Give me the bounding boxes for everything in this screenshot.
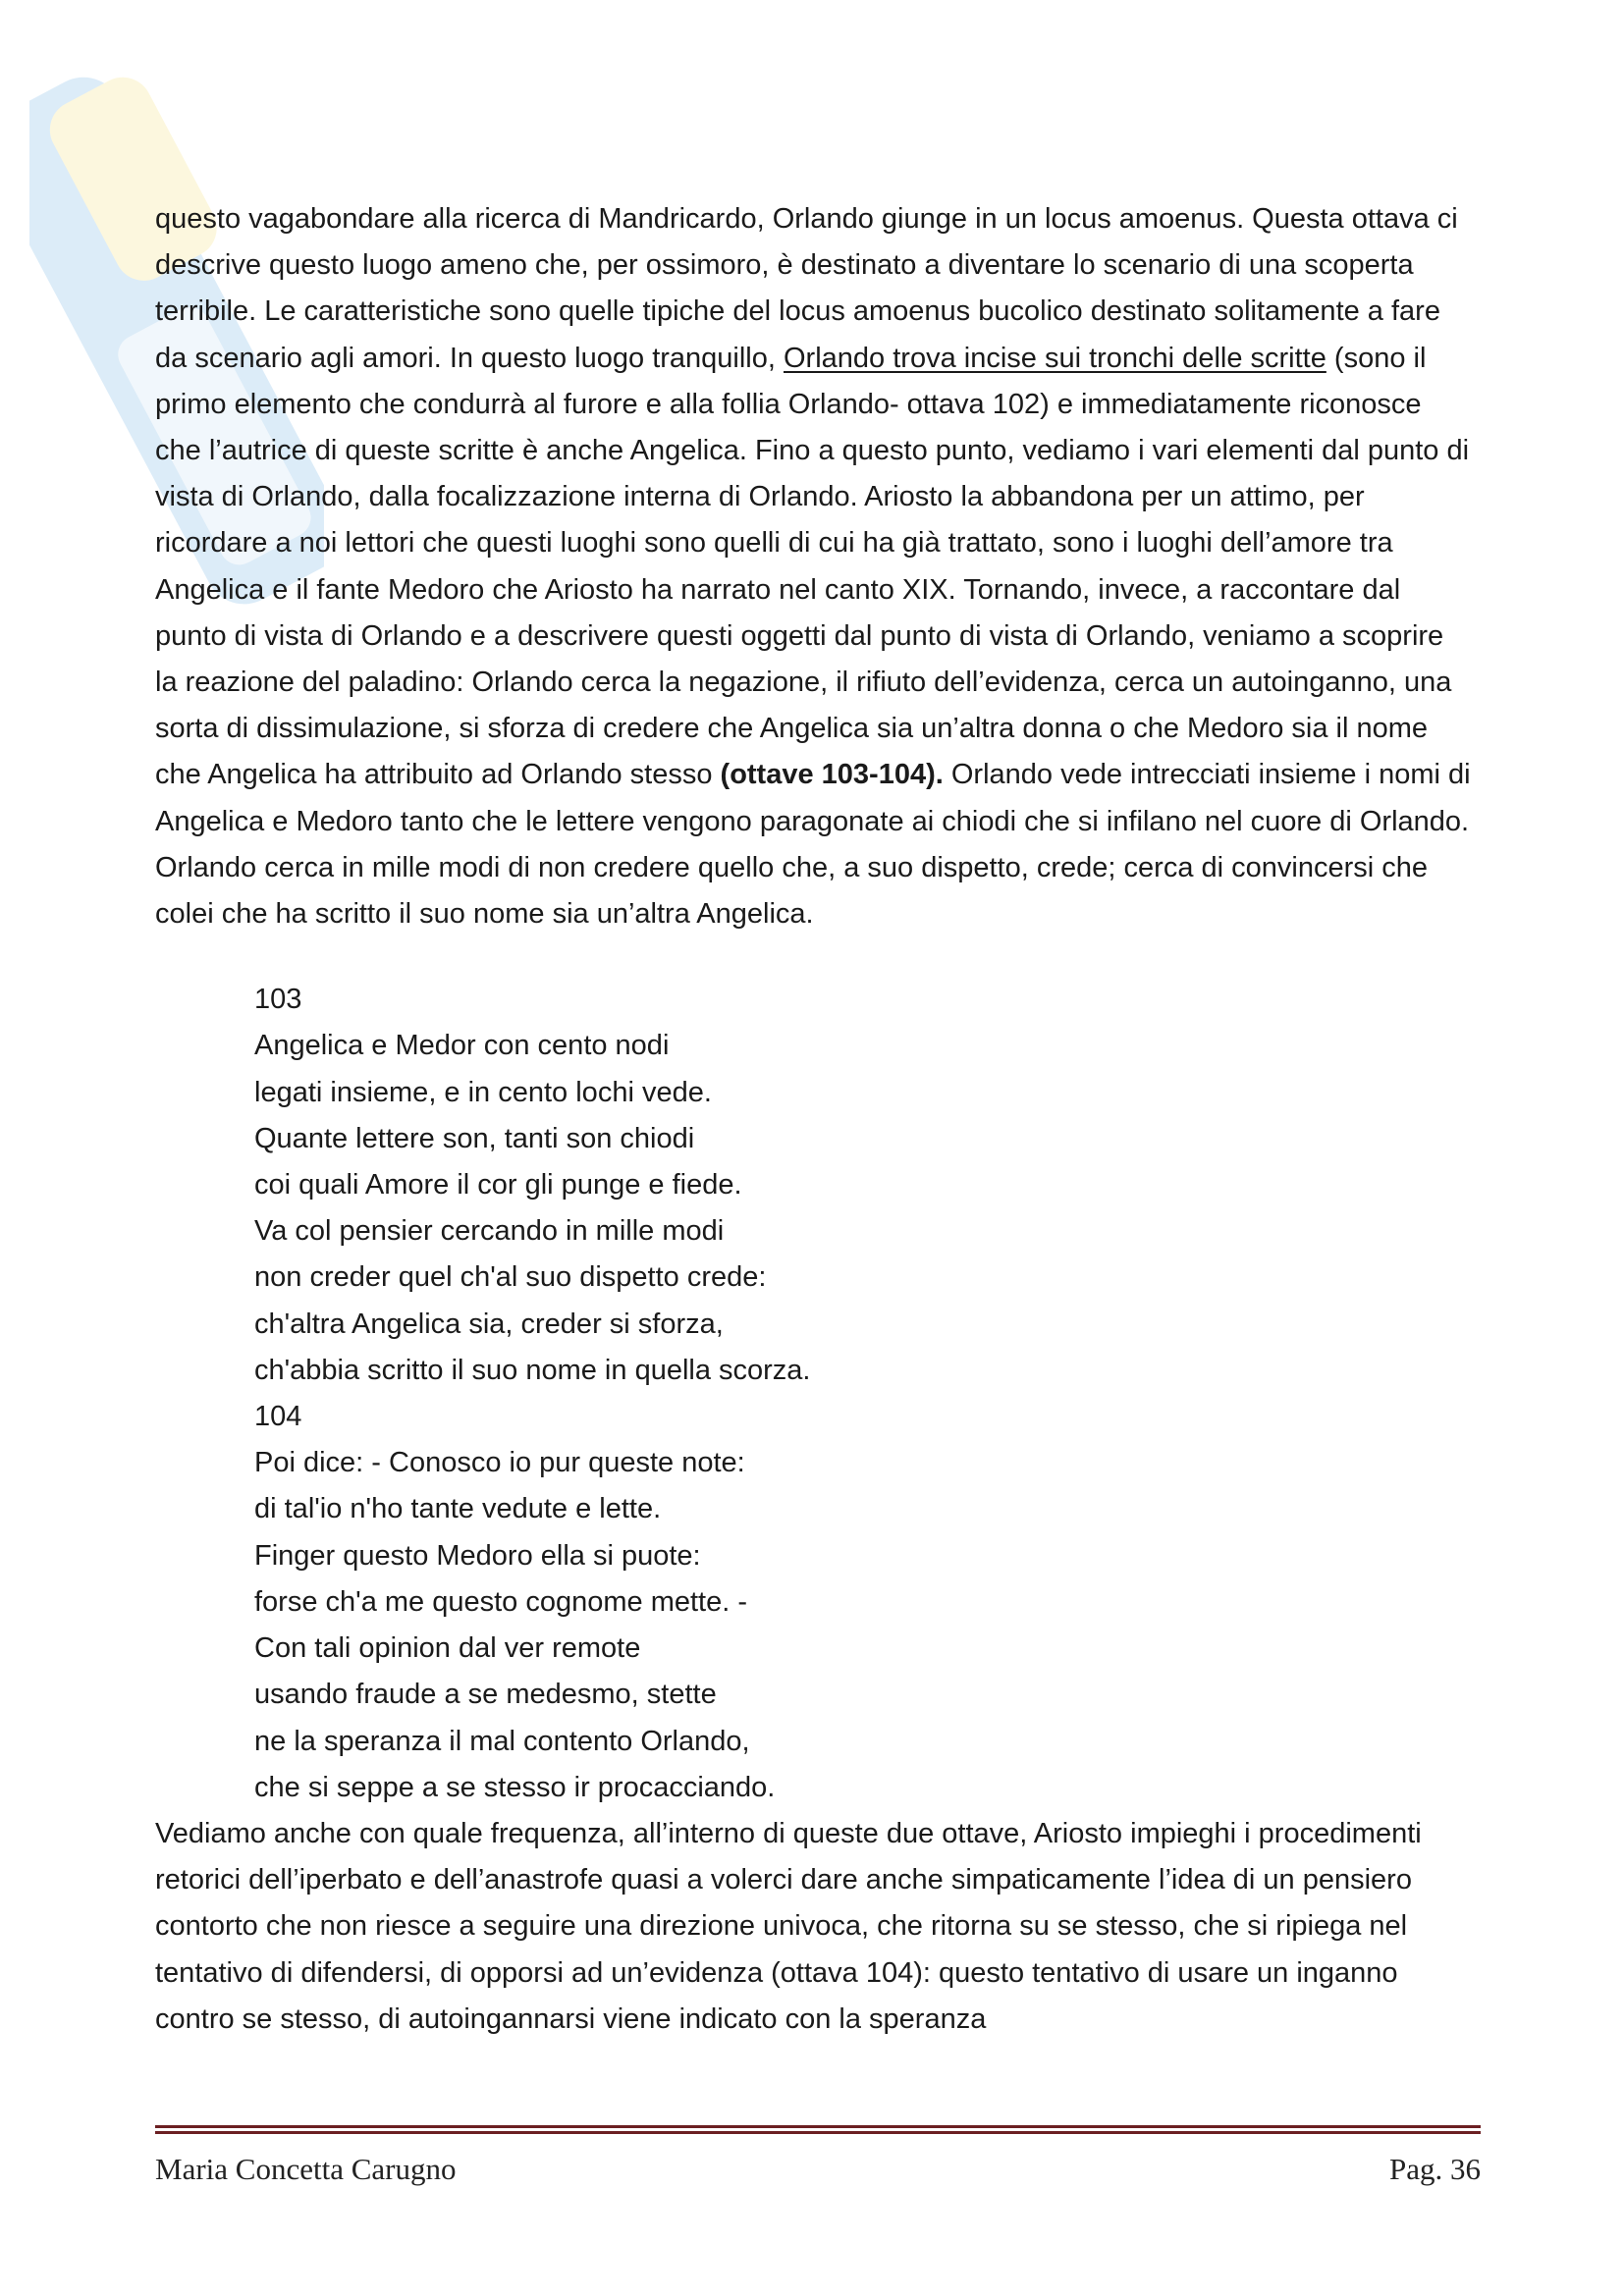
poem-line: ne la speranza il mal contento Orlando, bbox=[254, 1725, 750, 1757]
poem-quote bbox=[254, 977, 1471, 1811]
underlined-phrase: Orlando trova incise sui tronchi delle scritte bbox=[784, 342, 1326, 374]
poem-line: Quante lettere son, tanti son chiodi bbox=[254, 1122, 695, 1154]
poem-line: Angelica e Medor con cento nodi bbox=[254, 1030, 670, 1062]
poem-line: Con tali opinion dal ver remote bbox=[254, 1632, 641, 1665]
paragraph-1-text-c: Orlando vede intrecciati insieme i nomi di Angelica e Medoro tanto che le lettere vengono paragonate ai chiodi che si infilano nel cuore di Orlando. Orlando cerca in mille modi di non credere quello che, a suo dispetto, crede; cerca di convincersi che colei che ha scritto il suo nome sia un’altra Angelica. bbox=[155, 759, 1471, 931]
poem-line: Finger questo Medoro ella si puote: bbox=[254, 1539, 701, 1572]
page-number: Pag. 36 bbox=[1389, 2152, 1481, 2186]
poem-line: coi quali Amore il cor gli punge e fiede. bbox=[254, 1169, 742, 1201]
footer-divider bbox=[155, 2125, 1481, 2137]
poem-line: di tal'io n'ho tante vedute e lette. bbox=[254, 1493, 662, 1525]
bold-reference: (ottave 103-104). bbox=[720, 759, 944, 791]
poem-line: legati insieme, e in cento lochi vede. bbox=[254, 1076, 712, 1108]
poem-line: usando fraude a se medesmo, stette bbox=[254, 1679, 717, 1711]
poem-line: forse ch'a me questo cognome mette. - bbox=[254, 1585, 748, 1618]
page-content bbox=[155, 196, 1471, 2043]
paragraph-1 bbox=[155, 196, 1471, 937]
poem-line: Va col pensier cercando in mille modi bbox=[254, 1215, 725, 1248]
footer-rule-bottom bbox=[155, 2131, 1481, 2134]
stanza-number: 104 bbox=[254, 1401, 302, 1433]
paragraph-1-text-a: questo vagabondare alla ricerca di Mandricardo, Orlando giunge in un locus amoenus. Questa ottava ci descrive questo luogo ameno che, per ossimoro, è destinato a diventare lo scenario di una scoperta terribile. Le caratteristiche sono quelle tipiche del locus amoenus bucolico destinato solitamente a fare da scenario agli amori. In questo luogo tranquillo, bbox=[155, 203, 1458, 374]
footer-rule-top bbox=[155, 2125, 1481, 2128]
watermark-text bbox=[69, 137, 70, 138]
paragraph-2: Vediamo anche con quale frequenza, all’interno di queste due ottave, Ariosto impieghi i procedimenti retorici dell’iperbato e dell’anastrofe quasi a volerci dare anche simpaticamente l’idea di un pensiero contorto che non riesce a seguire una direzione univoca, che ritorna su se stesso, che si ripiega nel tentativo di difendersi, di opporsi ad un’evidenza (ottava 104): questo tentativo di usare un inganno contro se stesso, di autoingannarsi viene indicato con la speranza bbox=[155, 1817, 1422, 2035]
poem-line: ch'altra Angelica sia, creder si sforza, bbox=[254, 1308, 724, 1340]
paragraph-1-text-b: (sono il primo elemento che condurrà al furore e alla follia Orlando- ottava 102) e immediatamente riconosce che l’autrice di queste scritte è anche Angelica. Fino a questo punto, vediamo i vari elementi dal punto di vista di Orlando, dalla focalizzazione interna di Orlando. Ariosto la abbandona per un attimo, per ricordare a noi lettori che questi luoghi sono quelli di cui ha già trattato, sono i luoghi dell’amore tra Angelica e il fante Medoro che Ariosto ha narrato nel canto XIX. Tornando, invece, a raccontare dal punto di vista di Orlando e a descrivere questi oggetti dal punto di vista di Orlando, veniamo a scoprire la reazione del paladino: Orlando cerca la negazione, il rifiuto dell’evidenza, cerca un autoinganno, una sorta di dissimulazione, si sforza di credere che Angelica sia un’altra donna o che Medoro sia il nome che Angelica ha attribuito ad Orlando stesso bbox=[155, 342, 1470, 791]
stanza-number: 103 bbox=[254, 984, 302, 1016]
poem-line: ch'abbia scritto il suo nome in quella scorza. bbox=[254, 1354, 811, 1386]
poem-line: Poi dice: - Conosco io pur queste note: bbox=[254, 1447, 745, 1479]
poem-line: non creder quel ch'al suo dispetto crede: bbox=[254, 1261, 767, 1294]
poem-line: che si seppe a se stesso ir procacciando. bbox=[254, 1771, 776, 1803]
footer-author: Maria Concetta Carugno bbox=[155, 2152, 457, 2186]
